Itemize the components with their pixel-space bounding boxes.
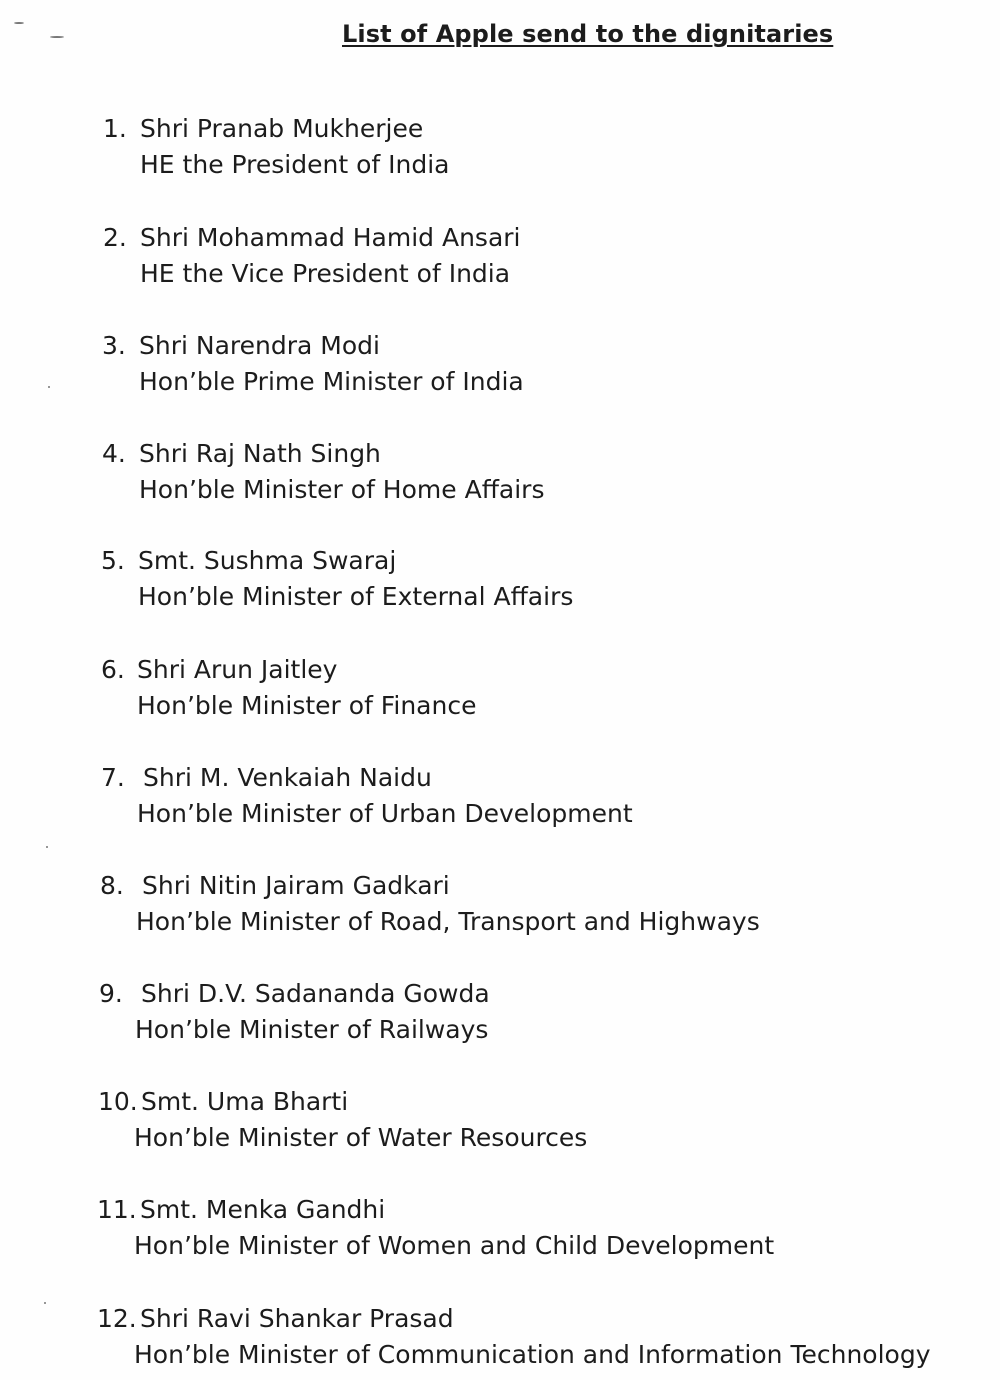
dignitary-role: Hon’ble Minister of Communication and Information Technology	[134, 1340, 931, 1369]
item-number: 1.	[103, 114, 127, 143]
dignitary-role: Hon’ble Minister of External Affairs	[138, 582, 574, 611]
dignitary-name: Smt. Menka Gandhi	[140, 1195, 386, 1224]
item-number: 11.	[97, 1195, 137, 1224]
dignitary-role: Hon’ble Minister of Women and Child Development	[134, 1231, 775, 1260]
item-number: 8.	[100, 871, 124, 900]
item-number: 6.	[101, 655, 125, 684]
scan-speck	[44, 1302, 46, 1304]
dignitary-role: Hon’ble Prime Minister of India	[139, 367, 524, 396]
dignitary-role: Hon’ble Minister of Water Resources	[134, 1123, 588, 1152]
item-number: 3.	[102, 331, 126, 360]
scan-speck	[46, 846, 48, 848]
dignitary-role: HE the Vice President of India	[140, 259, 511, 288]
dignitary-name: Shri Mohammad Hamid Ansari	[140, 223, 521, 252]
document-title: List of Apple send to the dignitaries	[342, 20, 834, 48]
item-number: 7.	[101, 763, 125, 792]
item-number: 9.	[99, 979, 123, 1008]
dignitary-name: Smt. Uma Bharti	[141, 1087, 349, 1116]
dignitary-name: Shri M. Venkaiah Naidu	[143, 763, 432, 792]
dignitary-name: Shri D.V. Sadananda Gowda	[141, 979, 490, 1008]
dignitary-role: HE the President of India	[140, 150, 450, 179]
dignitary-name: Smt. Sushma Swaraj	[138, 546, 397, 575]
item-number: 2.	[103, 223, 127, 252]
dignitary-role: Hon’ble Minister of Urban Development	[137, 799, 633, 828]
dignitary-name: Shri Arun Jaitley	[137, 655, 338, 684]
dignitary-name: Shri Pranab Mukherjee	[140, 114, 424, 143]
dignitary-role: Hon’ble Minister of Road, Transport and Highways	[136, 907, 760, 936]
dignitary-role: Hon’ble Minister of Finance	[137, 691, 477, 720]
item-number: 5.	[101, 546, 125, 575]
dignitary-name: Shri Ravi Shankar Prasad	[140, 1304, 454, 1333]
scan-speck	[50, 36, 64, 38]
scan-speck	[48, 386, 50, 388]
item-number: 4.	[102, 439, 126, 468]
scan-speck	[14, 22, 24, 24]
dignitary-name: Shri Nitin Jairam Gadkari	[142, 871, 450, 900]
dignitary-role: Hon’ble Minister of Railways	[135, 1015, 489, 1044]
dignitary-name: Shri Raj Nath Singh	[139, 439, 381, 468]
item-number: 12.	[97, 1304, 137, 1333]
dignitary-role: Hon’ble Minister of Home Affairs	[139, 475, 545, 504]
item-number: 10.	[98, 1087, 138, 1116]
dignitary-name: Shri Narendra Modi	[139, 331, 380, 360]
